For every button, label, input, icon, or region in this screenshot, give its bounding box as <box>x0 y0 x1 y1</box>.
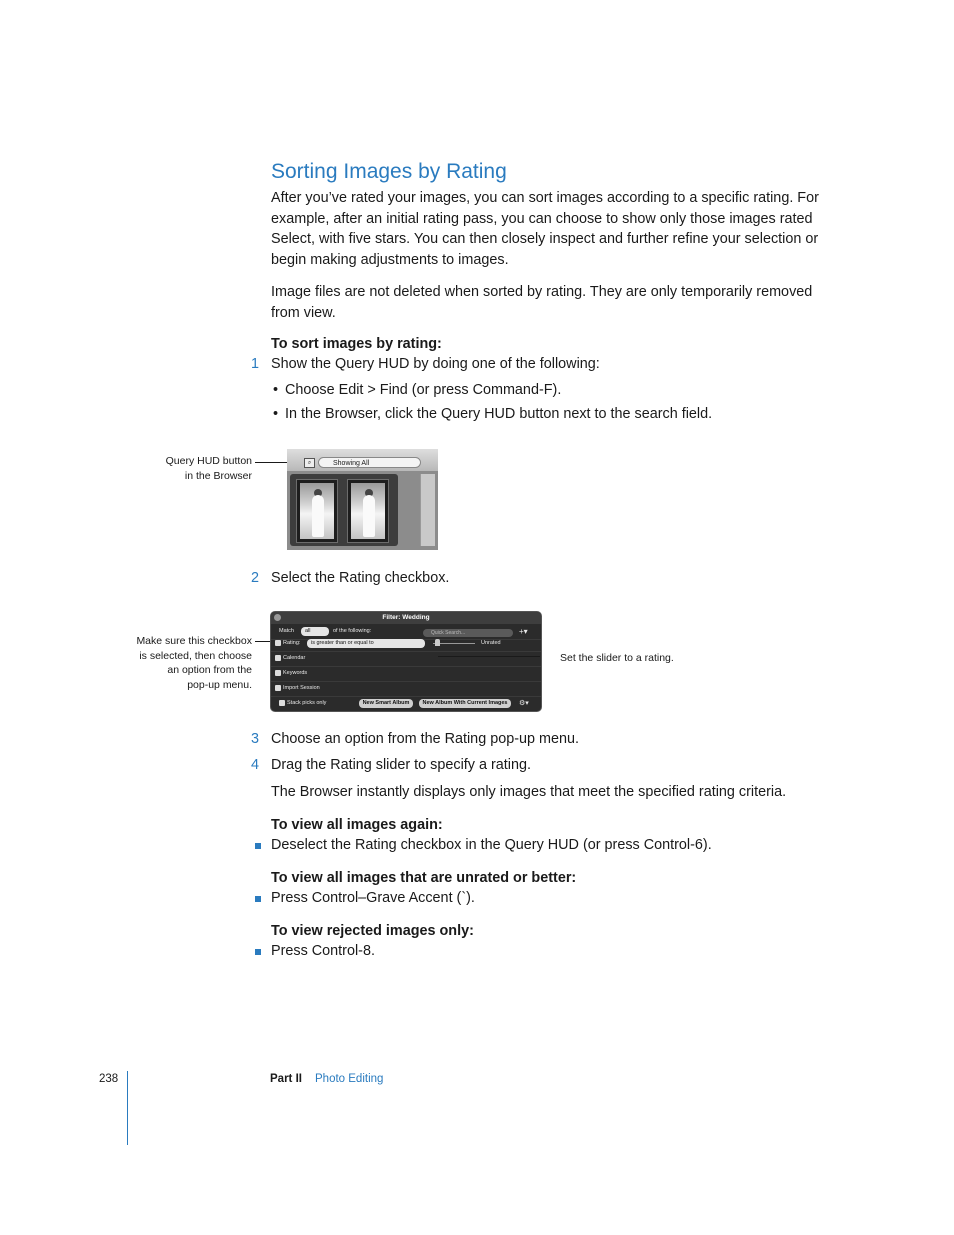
figure1-callout: Query HUD button in the Browser <box>165 455 252 482</box>
stack-picks-checkbox[interactable] <box>279 700 285 706</box>
gear-icon[interactable]: ⚙▾ <box>519 700 529 707</box>
task-heading-unrated: To view all images that are unrated or better: <box>271 870 577 886</box>
step-text: Show the Query HUD by doing one of the following: <box>271 356 600 372</box>
hud-rating-row: Rating: is greater than or equal to Unrated <box>271 636 541 652</box>
hud-match-row: Match all of the following: Quick Search... +▾ <box>271 624 541 640</box>
add-rule-icon[interactable]: +▾ <box>519 627 528 636</box>
query-hud-button[interactable]: ⌕ <box>304 458 315 468</box>
step-number: 4 <box>251 757 260 773</box>
hud-keywords-row: Keywords <box>271 666 541 682</box>
callout-leader <box>438 656 540 657</box>
calendar-checkbox[interactable] <box>275 655 281 661</box>
task-item: Press Control-8. <box>271 943 375 959</box>
new-smart-album-button[interactable]: New Smart Album <box>359 699 413 708</box>
step-text: Drag the Rating slider to specify a rating. <box>271 757 531 773</box>
hud-title: Filter: Wedding <box>271 612 541 624</box>
bullet-square-icon <box>255 949 261 955</box>
hud-import-row: Import Session <box>271 681 541 697</box>
filter-hud <box>270 611 542 712</box>
new-album-current-button[interactable]: New Album With Current Images <box>419 699 511 708</box>
task-heading-sort: To sort images by rating: <box>271 336 442 352</box>
step-text: Choose an option from the Rating pop-up menu. <box>271 731 579 747</box>
bullet-dot: • <box>273 382 279 398</box>
hud-calendar-row: Calendar <box>271 651 541 667</box>
footer-part: Part II <box>270 1073 302 1085</box>
hud-bottom-row: Stack picks only New Smart Album New Album With Current Images ⚙▾ <box>271 696 541 711</box>
step-number: 2 <box>251 570 260 586</box>
figure2-callout-left: Make sure this checkbox is selected, then choose an option from the pop-up menu. <box>136 635 252 691</box>
quick-search-field[interactable]: Quick Search... <box>423 629 513 637</box>
task-item: Deselect the Rating checkbox in the Query HUD (or press Control-6). <box>271 837 712 853</box>
match-popup[interactable]: all <box>301 627 329 636</box>
bullet-dot: • <box>273 406 279 422</box>
rating-slider-knob[interactable] <box>435 639 440 646</box>
keywords-checkbox[interactable] <box>275 670 281 676</box>
search-field-text: Showing All <box>333 460 370 467</box>
note-paragraph: Image files are not deleted when sorted by rating. They are only temporarily removed from view. <box>271 284 813 321</box>
step-number: 3 <box>251 731 260 747</box>
close-icon[interactable] <box>274 614 281 621</box>
bullet-text: In the Browser, click the Query HUD button next to the search field. <box>285 406 713 422</box>
task-heading-view-all: To view all images again: <box>271 817 443 833</box>
step-followup: The Browser instantly displays only images that meet the specified rating criteria. <box>271 784 787 800</box>
figure2-callout-right: Set the slider to a rating. <box>560 652 674 664</box>
thumbnail-tray <box>290 474 398 546</box>
scrollbar[interactable] <box>420 474 435 546</box>
page-number: 238 <box>99 1073 119 1085</box>
footer-rule <box>127 1071 128 1145</box>
bullet-text: Choose Edit > Find (or press Command-F). <box>285 382 562 398</box>
task-heading-rejected: To view rejected images only: <box>271 923 474 939</box>
rating-checkbox[interactable] <box>275 640 281 646</box>
rating-popup[interactable]: is greater than or equal to <box>307 639 425 648</box>
footer-part-title: Photo Editing <box>315 1073 384 1085</box>
intro-paragraph: After you’ve rated your images, you can sort images according to a specific rating. For example, after an initial rating pass, you can choose to show only those images rated Select, with five stars. You can then closely inspect and further refine your selection or begin making adjustments to images. <box>271 190 819 268</box>
step-text: Select the Rating checkbox. <box>271 570 450 586</box>
bullet-square-icon <box>255 843 261 849</box>
browser-screenshot <box>287 449 438 550</box>
image-thumbnail[interactable] <box>347 479 389 543</box>
task-item: Press Control–Grave Accent (`). <box>271 890 475 906</box>
image-thumbnail[interactable] <box>296 479 338 543</box>
import-session-checkbox[interactable] <box>275 685 281 691</box>
search-field[interactable] <box>318 457 421 468</box>
browser-toolbar <box>287 449 438 471</box>
bullet-square-icon <box>255 896 261 902</box>
section-title: Sorting Images by Rating <box>271 160 507 183</box>
step-number: 1 <box>251 356 260 372</box>
